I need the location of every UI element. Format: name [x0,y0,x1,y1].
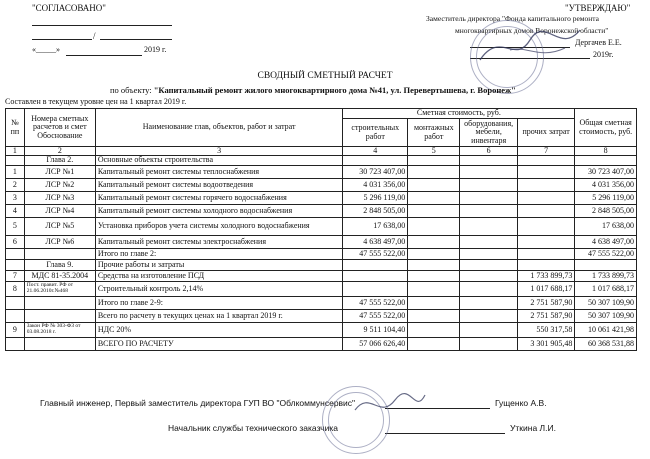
header-equipment: оборудования, мебели, инвентаря [460,119,517,147]
cell-ref [24,309,95,322]
cell-other [517,217,574,235]
cell-other [517,204,574,217]
cell-num: 8 [6,281,25,296]
cell-ref: МДС 81-35.2004 [24,270,95,281]
object-name: "Капитальный ремонт жилого многоквартирного дома №41, ул. Перевертышева, г. Воронеж" [153,85,516,95]
header-name: Наименование глав, объектов, работ и затрат [95,109,343,147]
cell-construction: 4 638 497,00 [343,235,408,248]
cell-other: 2 751 587,90 [517,309,574,322]
price-level: Составлен в текущем уровне цен на 1 квартал 2019 г. [5,97,187,106]
object-label [110,85,516,95]
table-row [6,270,637,281]
cell-construction: 9 511 104,40 [343,322,408,337]
header-cost-group: Сметная стоимость, руб. [343,109,575,119]
cell-equipment [460,204,517,217]
cell-ref: Закон РФ № 303-ФЗ от 03.08.2018 г. [24,322,95,337]
cell-ref [24,337,95,350]
colnum: 1 [6,147,25,156]
cell-total: 50 307 109,90 [575,309,637,322]
cell-total [575,259,637,270]
table-row [6,204,637,217]
cell-ref: Глава 2. [24,156,95,165]
colnum: 4 [343,147,408,156]
cell-num [6,156,25,165]
agreed-date-prefix: «_____» [32,45,60,54]
approved-name: Дергачев Е.Е. [575,38,622,47]
cell-equipment [460,165,517,178]
cell-construction: 57 066 626,40 [343,337,408,350]
cell-other: 1 733 899,73 [517,270,574,281]
table-row [6,248,637,259]
cell-equipment [460,178,517,191]
cell-other [517,191,574,204]
cell-name: Строительный контроль 2,14% [95,281,343,296]
cell-name: Итого по главе 2: [95,248,343,259]
cell-ref: ЛСР №3 [24,191,95,204]
cell-num: 5 [6,217,25,235]
cell-total: 30 723 407,00 [575,165,637,178]
cell-total [575,156,637,165]
cell-equipment [460,259,517,270]
cell-num [6,296,25,309]
estimate-table [5,108,637,351]
cell-total: 60 368 531,88 [575,337,637,350]
approved-year: 2019г. [593,50,614,59]
cell-installation [408,217,460,235]
cell-name: Капитальный ремонт системы теплоснабжения [95,165,343,178]
table-row [6,296,637,309]
cell-installation [408,165,460,178]
cell-other [517,259,574,270]
cell-construction: 2 848 505,00 [343,204,408,217]
cell-equipment [460,270,517,281]
cell-num: 3 [6,191,25,204]
cell-ref [24,248,95,259]
cell-other [517,156,574,165]
cell-name: Капитальный ремонт системы горячего водоснабжения [95,191,343,204]
cell-construction: 30 723 407,00 [343,165,408,178]
cell-name: Основные объекты строительства [95,156,343,165]
cell-other: 550 317,58 [517,322,574,337]
table-row [6,235,637,248]
cell-num: 2 [6,178,25,191]
cell-num: 7 [6,270,25,281]
cell-name: ВСЕГО ПО РАСЧЕТУ [95,337,343,350]
head-service-label: Начальник службы технического заказчика [168,423,338,433]
cell-installation [408,309,460,322]
cell-num [6,337,25,350]
table-row [6,309,637,322]
cell-construction: 47 555 522,00 [343,296,408,309]
colnum: 5 [408,147,460,156]
cell-total: 5 296 119,00 [575,191,637,204]
cell-installation [408,191,460,204]
cell-construction: 47 555 522,00 [343,248,408,259]
cell-ref: ЛСР №5 [24,217,95,235]
cell-construction [343,156,408,165]
header-construction: строительных работ [343,119,408,147]
approved-line2: многоквартирных домов Воронежской области" [455,26,609,35]
cell-num: 1 [6,165,25,178]
cell-installation [408,281,460,296]
cell-equipment [460,296,517,309]
cell-other [517,165,574,178]
cell-total: 47 555 522,00 [575,248,637,259]
header-other: прочих затрат [517,119,574,147]
cell-name: Итого по главе 2-9: [95,296,343,309]
cell-ref [24,296,95,309]
agreed-line-1 [32,25,172,26]
cell-equipment [460,322,517,337]
chief-engineer-label: Главный инженер, Первый заместитель директора ГУП ВО "Облкоммунсервис" [40,398,356,408]
cell-other [517,178,574,191]
colnum: 7 [517,147,574,156]
table-row [6,217,637,235]
chief-engineer-name: Гущенко А.В. [495,398,547,408]
cell-total: 4 638 497,00 [575,235,637,248]
cell-installation [408,248,460,259]
cell-other: 2 751 587,90 [517,296,574,309]
cell-total: 17 638,00 [575,217,637,235]
cell-num: 4 [6,204,25,217]
cell-installation [408,178,460,191]
cell-other: 1 017 688,17 [517,281,574,296]
agreed-date-line [66,55,142,56]
cell-construction: 47 555 522,00 [343,309,408,322]
cell-ref: Глава 9. [24,259,95,270]
chief-signature [350,385,430,425]
cell-total: 1 017 688,17 [575,281,637,296]
cell-ref: ЛСР №4 [24,204,95,217]
cell-other: 3 301 905,48 [517,337,574,350]
cell-equipment [460,337,517,350]
cell-total: 2 848 505,00 [575,204,637,217]
cell-num [6,309,25,322]
table-row [6,281,637,296]
cell-other [517,235,574,248]
cell-equipment [460,309,517,322]
agreed-line-2b [100,39,172,40]
cell-total: 50 307 109,90 [575,296,637,309]
colnum: 3 [95,147,343,156]
cell-total: 4 031 356,00 [575,178,637,191]
cell-name: НДС 20% [95,322,343,337]
cell-ref: ЛСР №2 [24,178,95,191]
cell-installation [408,259,460,270]
approved-line1: Заместитель директора "Фонда капитального ремонта [426,14,599,23]
cell-name: Капитальный ремонт системы электроснабжения [95,235,343,248]
colnum: 6 [460,147,517,156]
colnum: 8 [575,147,637,156]
approved-title: "УТВЕРЖДАЮ" [565,3,631,13]
cell-construction: 5 296 119,00 [343,191,408,204]
cell-name: Всего по расчету в текущих ценах на 1 квартал 2019 г. [95,309,343,322]
cell-equipment [460,281,517,296]
cell-construction [343,259,408,270]
cell-construction [343,281,408,296]
cell-installation [408,296,460,309]
object-prefix: по объекту: [110,85,152,95]
cell-name: Капитальный ремонт системы водоотведения [95,178,343,191]
agreed-title: "СОГЛАСОВАНО" [32,3,106,13]
column-numbers-row [6,147,637,156]
colnum: 2 [24,147,95,156]
cell-num [6,248,25,259]
header-total: Общая сметная стоимость, руб. [575,109,637,147]
cell-total: 1 733 899,73 [575,270,637,281]
cell-equipment [460,191,517,204]
cell-other [517,248,574,259]
cell-installation [408,156,460,165]
table-row [6,337,637,350]
agreed-year: 2019 г. [144,45,167,54]
cell-name: Капитальный ремонт системы холодного водоснабжения [95,204,343,217]
cell-ref: Пост. правит. РФ от 21.06.2010г.№468 [24,281,95,296]
cell-name: Прочие работы и затраты [95,259,343,270]
header-installation: монтажных работ [408,119,460,147]
cell-equipment [460,217,517,235]
cell-installation [408,337,460,350]
cell-construction: 17 638,00 [343,217,408,235]
head-service-sign-line [385,433,505,434]
table-row [6,322,637,337]
agreed-line-2a [32,39,92,40]
cell-equipment [460,235,517,248]
cell-construction [343,270,408,281]
cell-installation [408,322,460,337]
cell-installation [408,270,460,281]
agreed-slash: / [93,31,96,41]
cell-num: 9 [6,322,25,337]
head-service-name: Уткина Л.И. [510,423,556,433]
cell-num: 6 [6,235,25,248]
document-title: СВОДНЫЙ СМЕТНЫЙ РАСЧЕТ [257,71,393,81]
cell-ref: ЛСР №6 [24,235,95,248]
table-row [6,191,637,204]
cell-installation [408,204,460,217]
cell-equipment [460,156,517,165]
cell-name: Установка приборов учета системы холодного водоснабжения [95,217,343,235]
table-body [6,156,637,350]
cell-name: Средства на изготовление ПСД [95,270,343,281]
cell-construction: 4 031 356,00 [343,178,408,191]
header-num: № пп [6,109,25,147]
cell-num [6,259,25,270]
cell-installation [408,235,460,248]
header-ref: Номера сметных расчетов и смет Обоснование [24,109,95,147]
cell-ref: ЛСР №1 [24,165,95,178]
table-row [6,165,637,178]
table-row [6,178,637,191]
cell-total: 10 061 421,98 [575,322,637,337]
cell-equipment [460,248,517,259]
table-row [6,259,637,270]
table-row [6,156,637,165]
